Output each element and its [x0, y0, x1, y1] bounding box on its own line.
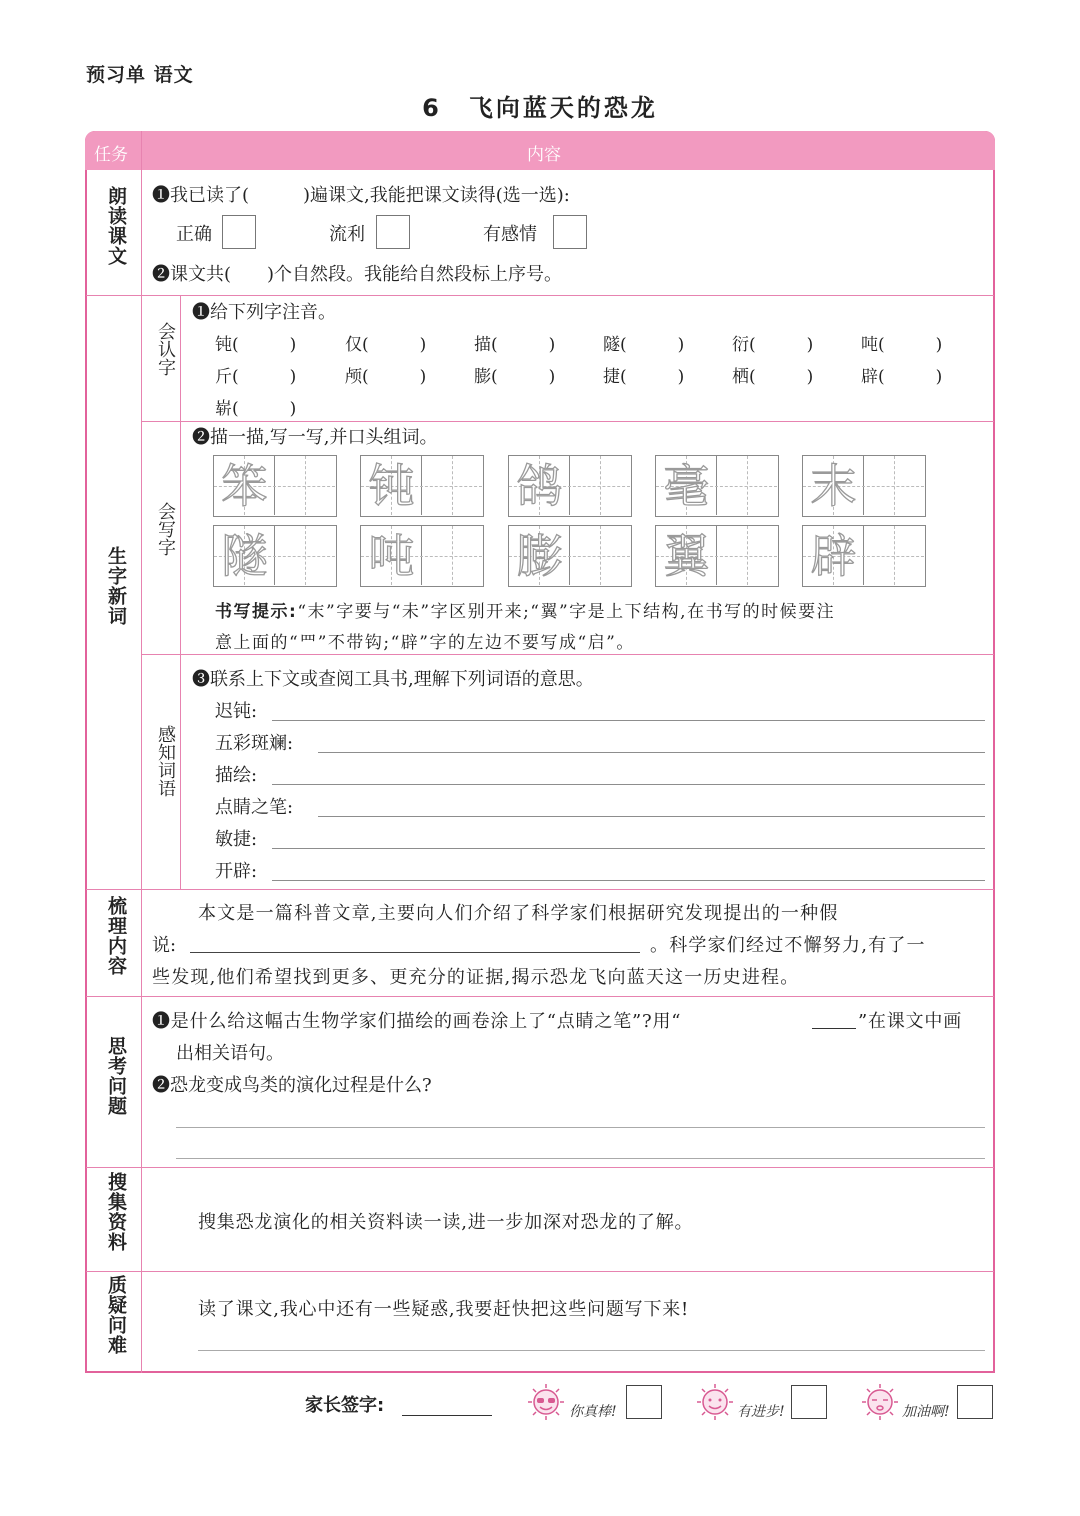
- sun-smile-icon: [695, 1383, 735, 1421]
- signature-label: 家长签字:: [305, 1395, 385, 1416]
- answer-line[interactable]: [272, 784, 985, 785]
- header-content: 内容: [527, 145, 561, 165]
- answer-line[interactable]: [272, 880, 985, 881]
- sublabel-recognize: 会认字: [155, 322, 176, 376]
- pinyin-item[interactable]: 膨( ): [474, 367, 556, 387]
- answer-line[interactable]: [176, 1158, 985, 1159]
- answer-line[interactable]: [190, 952, 640, 953]
- collect-text: 搜集恐龙演化的相关资料读一读,进一步加深对恐龙的了解。: [198, 1212, 694, 1233]
- section-label-question: 质疑问难: [105, 1275, 127, 1355]
- writing-grid[interactable]: [360, 455, 484, 517]
- section-label-collect: 搜集资料: [105, 1172, 127, 1252]
- vocab-word: 迟钝:: [215, 701, 258, 722]
- row-divider: [86, 295, 994, 296]
- pinyin-item[interactable]: 斤( ): [215, 367, 297, 387]
- signature-line[interactable]: [402, 1415, 492, 1416]
- writing-grid[interactable]: [508, 455, 632, 517]
- trace-character: 毫: [663, 459, 710, 513]
- writing-tip-line-2: 意上面的“罒”不带钩;“辟”字的左边不要写成“启”。: [215, 633, 635, 653]
- section-label-sort: 梳理内容: [105, 896, 127, 976]
- option-label: 有感情: [483, 224, 537, 245]
- trace-character: 鸽: [516, 459, 563, 513]
- sort-line-1: 本文是一篇科普文章,主要向人们介绍了科学家们根据研究发现提出的一种假: [198, 903, 839, 924]
- writing-tip-text: “末”字要与“未”字区别开来;“翼”字是上下结构,在书写的时候要注: [297, 602, 836, 622]
- row-divider: [86, 889, 994, 890]
- answer-line[interactable]: [176, 1127, 985, 1128]
- stamp-checkbox[interactable]: [626, 1385, 662, 1419]
- trace-character: 翼: [663, 529, 710, 583]
- row-divider: [86, 1167, 994, 1168]
- worksheet-header: 预习单 语文: [86, 64, 194, 86]
- pinyin-item[interactable]: 颅( ): [345, 367, 427, 387]
- sun-cheer-icon: [860, 1383, 900, 1421]
- write-instruction: ❷描一描,写一写,并口头组词。: [192, 427, 438, 448]
- stamp-label: 有进步!: [737, 1404, 785, 1420]
- pinyin-item[interactable]: 辟( ): [861, 367, 943, 387]
- answer-line[interactable]: [318, 816, 985, 817]
- trace-character: 辟: [810, 529, 857, 583]
- stamp-checkbox[interactable]: [957, 1385, 993, 1419]
- vocab-word: 敏捷:: [215, 829, 258, 850]
- subcolumn-divider: [180, 296, 181, 889]
- option-checkbox[interactable]: [376, 215, 410, 249]
- question-text: 读了课文,我心中还有一些疑惑,我要赶快把这些问题写下来!: [198, 1299, 690, 1320]
- pinyin-item[interactable]: 吨( ): [861, 335, 943, 355]
- sort-line-3: 些发现,他们希望找到更多、更充分的证据,揭示恐龙飞向蓝天这一历史进程。: [152, 967, 800, 988]
- option-checkbox[interactable]: [553, 215, 587, 249]
- sort-line-2-start: 说:: [152, 935, 177, 956]
- pinyin-item[interactable]: 仅( ): [345, 335, 427, 355]
- writing-grid[interactable]: [213, 455, 337, 517]
- writing-grid[interactable]: [213, 525, 337, 587]
- row-divider: [141, 421, 994, 422]
- option-label: 流利: [329, 224, 365, 245]
- trace-character: 末: [810, 459, 857, 513]
- recognize-instruction: ❶给下列字注音。: [192, 302, 336, 323]
- reading-line-2: ❷课文共( )个自然段。我能给自然段标上序号。: [152, 264, 563, 285]
- pinyin-item[interactable]: 描( ): [474, 335, 556, 355]
- writing-grid[interactable]: [802, 525, 926, 587]
- answer-line[interactable]: [318, 752, 985, 753]
- row-divider: [86, 996, 994, 997]
- underline-sample: [812, 1028, 856, 1029]
- pinyin-item[interactable]: 栖( ): [732, 367, 814, 387]
- table-header: [85, 131, 995, 170]
- option-checkbox[interactable]: [222, 215, 256, 249]
- section-label-reading: 朗读课文: [105, 186, 127, 266]
- writing-grid[interactable]: [655, 455, 779, 517]
- think-q1-part1: ❶是什么给这幅古生物学家们描绘的画卷涂上了“点睛之笔”?用“: [152, 1011, 682, 1032]
- reading-line-1: ❶我已读了( )遍课文,我能把课文读得(选一选):: [152, 185, 570, 206]
- answer-line[interactable]: [198, 1350, 985, 1351]
- trace-character: 隧: [221, 529, 268, 583]
- pinyin-item[interactable]: 衍( ): [732, 335, 814, 355]
- writing-tip-label: 书写提示:: [215, 602, 298, 622]
- stamp-label: 加油啊!: [902, 1404, 950, 1420]
- section-label-think: 思考问题: [105, 1036, 127, 1116]
- row-divider: [86, 1271, 994, 1272]
- trace-character: 钝: [368, 459, 415, 513]
- answer-line[interactable]: [272, 720, 985, 721]
- section-label-new-words: 生字新词: [105, 546, 127, 626]
- lesson-title: 6 飞向蓝天的恐龙: [422, 94, 658, 122]
- sort-line-2-end: 。科学家们经过不懈努力,有了一: [650, 935, 926, 956]
- writing-grid[interactable]: [802, 455, 926, 517]
- pinyin-item[interactable]: 捷( ): [603, 367, 685, 387]
- header-task: 任务: [94, 145, 128, 165]
- writing-grid[interactable]: [655, 525, 779, 587]
- trace-character: 笨: [221, 459, 268, 513]
- writing-tip-line-1: [215, 597, 835, 622]
- pinyin-item[interactable]: 隧( ): [603, 335, 685, 355]
- pinyin-item[interactable]: 钝( ): [215, 335, 297, 355]
- vocab-word: 开辟:: [215, 861, 258, 882]
- stamp-checkbox[interactable]: [791, 1385, 827, 1419]
- option-label: 正确: [176, 224, 212, 245]
- sublabel-write: 会写字: [155, 502, 176, 556]
- vocab-word: 五彩斑斓:: [215, 733, 294, 754]
- trace-character: 膨: [516, 529, 563, 583]
- answer-line[interactable]: [272, 848, 985, 849]
- vocab-word: 描绘:: [215, 765, 258, 786]
- vocab-word: 点睛之笔:: [215, 797, 294, 818]
- writing-grid[interactable]: [508, 525, 632, 587]
- column-divider: [141, 131, 142, 1373]
- perceive-instruction: ❸联系上下文或查阅工具书,理解下列词语的意思。: [192, 669, 594, 690]
- writing-grid[interactable]: [360, 525, 484, 587]
- think-q1-line2: 出相关语句。: [176, 1043, 284, 1064]
- row-divider: [141, 654, 994, 655]
- think-q1-part2: ”在课文中画: [858, 1011, 963, 1032]
- pinyin-item[interactable]: 崭( ): [215, 399, 297, 419]
- stamp-label: 你真棒!: [569, 1404, 617, 1420]
- sun-sunglasses-icon: [526, 1383, 566, 1421]
- trace-character: 吨: [368, 529, 415, 583]
- think-q2: ❷恐龙变成鸟类的演化过程是什么?: [152, 1075, 432, 1096]
- sublabel-perceive: 感知词语: [155, 725, 176, 797]
